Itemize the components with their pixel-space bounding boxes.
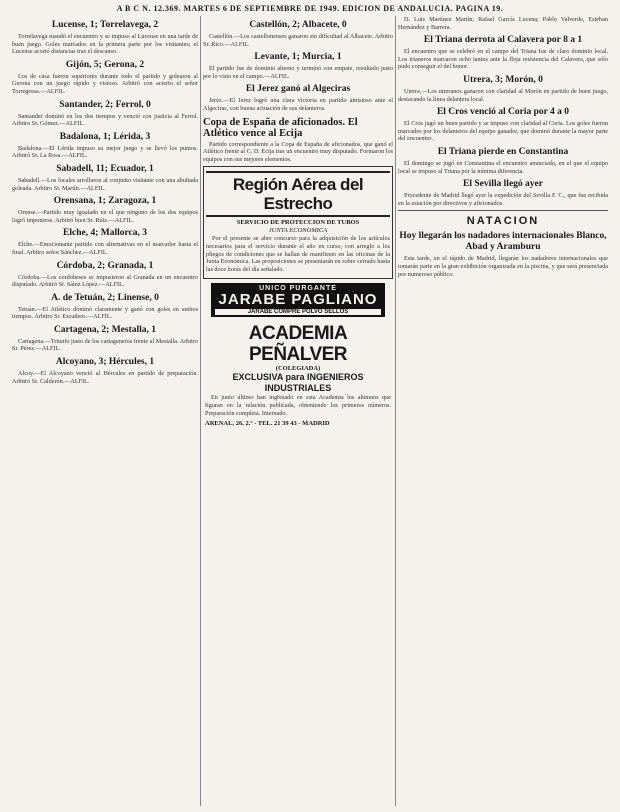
article-headline: El Jerez ganó al Algeciras <box>245 84 351 95</box>
column-1 <box>12 16 198 806</box>
article-body: Torrelavega mandó el encuentro y se impuso al Lucense en una tarde de buen juego. Goles marcados en la primera parte por los visitantes; el Lucense acortó distancias tras el descanso. <box>12 33 198 56</box>
article <box>203 84 393 112</box>
article-headline: Hoy llegarán los nadadores internacionales Blanco, Abad y Aramburu <box>399 231 607 253</box>
article <box>12 132 198 160</box>
article-headline: Sabadell, 11; Ecuador, 1 <box>56 163 154 174</box>
article-headline: Copa de España de aficionados. El Atlético vence al Ecija <box>203 116 358 139</box>
ad-body: En junio último han ingresado en esta Academia los alumnos que figuran en la relación publicada, obteniendo los primeros números. Preparación completa. Internado. <box>205 394 391 417</box>
article-body: El encuentro que se celebró en el campo del Triana fue de claro dominio local. Los trianeros marcaron ocho tantos ante la floja resistencia del Calavera, que sólo pudo conseguir el del honor. <box>398 48 608 71</box>
article-body: El domingo se jugó en Constantina el encuentro anunciado, en el que el equipo local se impuso al Triana por la mínima diferencia. <box>398 159 608 175</box>
article-headline: El Sevilla llegó ayer <box>463 179 543 190</box>
article-body: Partido correspondiente a la Copa de España de aficionados, que ganó el Atlético frente al C. D. Ecija tras un encuentro muy disputado. Formaron los equipos con sus mejores elementos. <box>203 140 393 163</box>
article <box>203 20 393 48</box>
article-body: Badalona.—El Lérida impuso su mejor juego y se llevó los puntos. Arbitró Sr. La Rosa.—ALFIL. <box>12 144 198 160</box>
divider <box>398 210 608 211</box>
article <box>12 196 198 224</box>
article-body: Sabadell.—Los locales arrollaron al conjunto visitante con una abultada goleada. Arbitro Sr. Martín.—ALFIL. <box>12 176 198 192</box>
article-headline: Lucense, 1; Torrelavega, 2 <box>51 20 159 30</box>
article-body: Santander dominó en los dos tiempos y venció con justicia al Ferrol. Arbitro Sr. Gómez.—ALFIL. <box>12 112 198 128</box>
ad-title: ACADEMIA PEÑALVER <box>248 323 348 366</box>
divider <box>206 215 390 217</box>
article-headline: El Triana derrota al Calavera por 8 a 1 <box>423 35 583 46</box>
column-divider <box>200 16 201 806</box>
ad-exclusive: EXCLUSIVA para INGENIEROS INDUSTRIALES <box>232 372 364 394</box>
ad-subtitle: SERVICIO DE PROTECCION DE TUBOS <box>236 219 360 227</box>
article <box>12 293 198 321</box>
article-body: D. Luis Martínez Martín; Rafael García Lucena; Pablo Valverde, Esteban Hernández y Barrera. <box>398 16 608 31</box>
natacion-section <box>398 215 608 278</box>
divider <box>206 171 390 173</box>
article-body: Esta tarde, en el rápido de Madrid, llegarán los nadadores internacionales que tomarán parte en la gran exhibición organizada en la piscina, y que será presenciada por numeroso público. <box>398 255 608 278</box>
article-headline: Orensana, 1; Zaragoza, 1 <box>53 196 157 207</box>
article-headline: Castellón, 2; Albacete, 0 <box>249 20 347 30</box>
article-body: Alcoy.—El Alcoyano venció al Hércules en partido de preparación. Arbitró Sr. Calderón.—ALFIL. <box>12 370 198 385</box>
article-headline: Levante, 1; Murcia, 1 <box>254 52 342 63</box>
article-body: Córdoba.—Los cordobeses se impusieron al Granada en un encuentro disputado. Arbitró Sr. Sáinz López.—ALFIL. <box>12 273 198 289</box>
article-headline: Santander, 2; Ferrol, 0 <box>59 99 151 110</box>
article-body: Jerez.—El Jerez logró una clara victoria en partido amistoso ante el Algeciras, con buena actuación de sus delanteros. <box>203 97 393 112</box>
article <box>398 107 608 143</box>
article-headline: Badalona, 1; Lérida, 3 <box>59 131 151 142</box>
article <box>12 60 198 96</box>
article-headline: El Cros venció al Coria por 4 a 0 <box>436 107 570 118</box>
article <box>398 179 608 207</box>
article-body: El partido fue de dominio alterno y terminó con empate, resultado justo por lo visto en el campo.—ALFIL. <box>203 65 393 80</box>
section-title: NATACION <box>466 215 540 228</box>
article-headline: Gijón, 5; Gerona, 2 <box>65 59 145 70</box>
article <box>12 100 198 128</box>
ad-footer: ARENAL, 26, 2.º - TEL. 21 39 43 - MADRID <box>205 420 330 428</box>
academia-ad <box>203 321 393 429</box>
column-divider <box>395 16 396 806</box>
article <box>398 35 608 71</box>
article <box>398 75 608 103</box>
ad-subtitle: (COLEGIADA) <box>275 365 321 373</box>
article <box>398 147 608 175</box>
article <box>12 261 198 289</box>
article-headline: El Triana pierde en Constantina <box>437 146 569 157</box>
article-body: Elche.—Emocionante partido con alternativas en el marcador hasta el final. Arbitro señor Sánchez.—ALFIL. <box>12 241 198 256</box>
article-body: Procedente de Madrid llegó ayer la expedición del Sevilla F. C., que fue recibida en la estación por directivos y aficionados. <box>398 192 608 207</box>
article-headline: Elche, 4; Mallorca, 3 <box>63 228 147 239</box>
article <box>203 117 393 164</box>
article <box>12 357 198 385</box>
article <box>398 16 608 31</box>
article <box>12 228 198 256</box>
article-body: Castellón.—Los castellonenses ganaron sin dificultad al Albacete. Arbitro Sr. Rico.—ALFIL. <box>203 33 393 48</box>
ad-line: JARABE COMPRE POLVO SELLOS <box>215 309 381 315</box>
article-headline: Córdoba, 2; Granada, 1 <box>56 260 154 271</box>
ad-subtitle: JUNTA ECONOMICA <box>268 227 328 235</box>
article <box>12 20 198 56</box>
ad-brand: JARABE PAGLIANO <box>218 291 378 309</box>
column-3 <box>398 16 608 806</box>
article-body: Utrera.—Los utreranos ganaron con claridad al Morón en partido de buen juego, destacando la línea delantera local. <box>398 87 608 103</box>
columns <box>12 16 612 806</box>
article <box>203 52 393 80</box>
article-body: El Cros jugó un buen partido y se impuso con claridad al Coria. Los goles fueron marcados por los delanteros del equipo ganador, que dominó durante la mayor parte del encuentro. <box>398 120 608 143</box>
article-headline: A. de Tetuán, 2; Linense, 0 <box>51 292 159 303</box>
article <box>12 164 198 192</box>
article-headline: Cartagena, 2; Mestalla, 1 <box>53 324 157 335</box>
ad-title: Región Aérea del Estrecho <box>232 175 364 214</box>
article-body: Tetuán.—El Atlético dominó claramente y ganó con goles en ambos tiempos. Arbitro Sr. Escudero.—ALFIL. <box>12 305 198 321</box>
article-body: Cartagena.—Triunfo justo de los cartageneros frente al Mestalla. Arbitro Sr. Pérez.—ALFIL. <box>12 337 198 353</box>
column-2 <box>203 16 393 806</box>
article-headline: Utrera, 3; Morón, 0 <box>463 74 543 85</box>
article-headline: Alcoyano, 3; Hércules, 1 <box>55 357 155 368</box>
pagliano-ad <box>211 283 385 317</box>
article-body: Orense.—Partido muy igualado en el que ninguno de los dos equipos logró imponerse. Arbitró bien Sr. Ruiz.—ALFIL. <box>12 209 198 224</box>
article-body: Los de casa fueron superiores durante todo el partido y golearon al Gerona con un juego rápido y vistoso. Arbitró con acierto el señor Torregrosa.—ALFIL. <box>12 72 198 95</box>
ad-line: UNICO PURGANTE <box>259 285 337 293</box>
page-header: A B C N. 12.369. MARTES 6 DE SEPTIEMBRE DE 1949. EDICION DE ANDALUCIA. PAGINA 19. <box>116 4 504 13</box>
article <box>12 325 198 353</box>
ad-body: Por el presente se abre concurso para la adquisición de los artículos necesarios para el servicio durante el año en curso, con arreglo a los pliegos de condiciones que se hallan de manifiesto en las oficinas de la Junta Económica. Las proposiciones se presentarán en sobre cerrado hasta las doce horas del día señalado. <box>206 235 390 273</box>
region-aerea-ad <box>203 166 393 279</box>
